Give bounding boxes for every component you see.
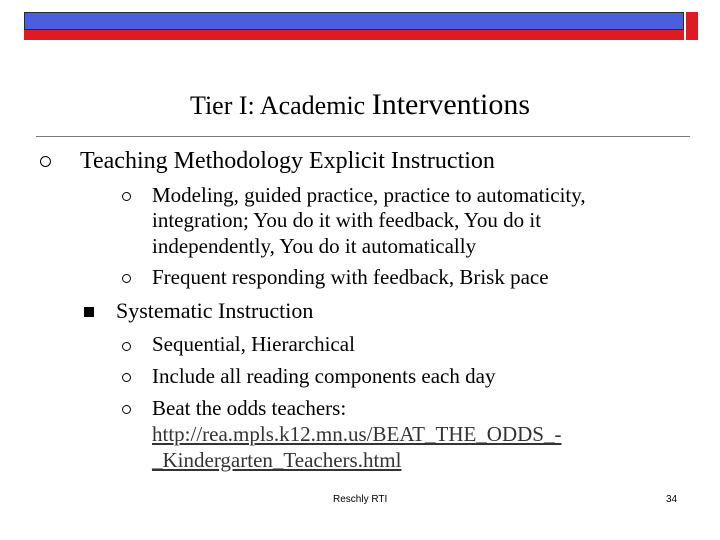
level1-item: Teaching Methodology Explicit Instruction xyxy=(80,148,495,174)
systematic-heading: Systematic Instruction xyxy=(116,298,314,323)
systematic-item-3: Beat the odds teachers: xyxy=(152,396,347,420)
explicit-item-1-line-1: Modeling, guided practice, practice to automaticity, xyxy=(152,183,586,207)
hollow-circle-bullet-icon xyxy=(122,192,131,201)
title-part1: Tier I: Academic xyxy=(189,91,372,120)
header-bar-red xyxy=(24,30,684,40)
hollow-circle-bullet-icon xyxy=(122,342,131,351)
beat-the-odds-link-line-2[interactable]: _Kindergarten_Teachers.html xyxy=(152,448,402,472)
header-bar-blue xyxy=(24,12,684,30)
square-bullet-icon xyxy=(84,307,94,317)
hollow-circle-bullet-icon xyxy=(122,373,131,382)
hollow-circle-bullet-icon xyxy=(122,274,131,283)
title-divider xyxy=(36,136,690,137)
slide-title xyxy=(0,88,720,122)
systematic-item-1: Sequential, Hierarchical xyxy=(152,332,355,356)
page-number: 34 xyxy=(666,494,678,505)
hollow-circle-bullet-icon xyxy=(122,405,131,414)
footer-author: Reschly RTI xyxy=(333,494,388,505)
header-corner-bottom xyxy=(686,30,698,40)
title-part2: Interventions xyxy=(371,88,531,121)
header-corner-top xyxy=(686,12,698,30)
explicit-item-1-line-3: independently, You do it automatically xyxy=(152,234,477,258)
systematic-item-2: Include all reading components each day xyxy=(152,364,496,388)
explicit-item-1-line-2: integration; You do it with feedback, You do it xyxy=(152,208,542,232)
hollow-circle-bullet-icon xyxy=(40,156,51,167)
explicit-item-2: Frequent responding with feedback, Brisk pace xyxy=(152,265,549,289)
beat-the-odds-link-line-1[interactable]: http://rea.mpls.k12.mn.us/BEAT_THE_ODDS_- xyxy=(152,422,562,446)
